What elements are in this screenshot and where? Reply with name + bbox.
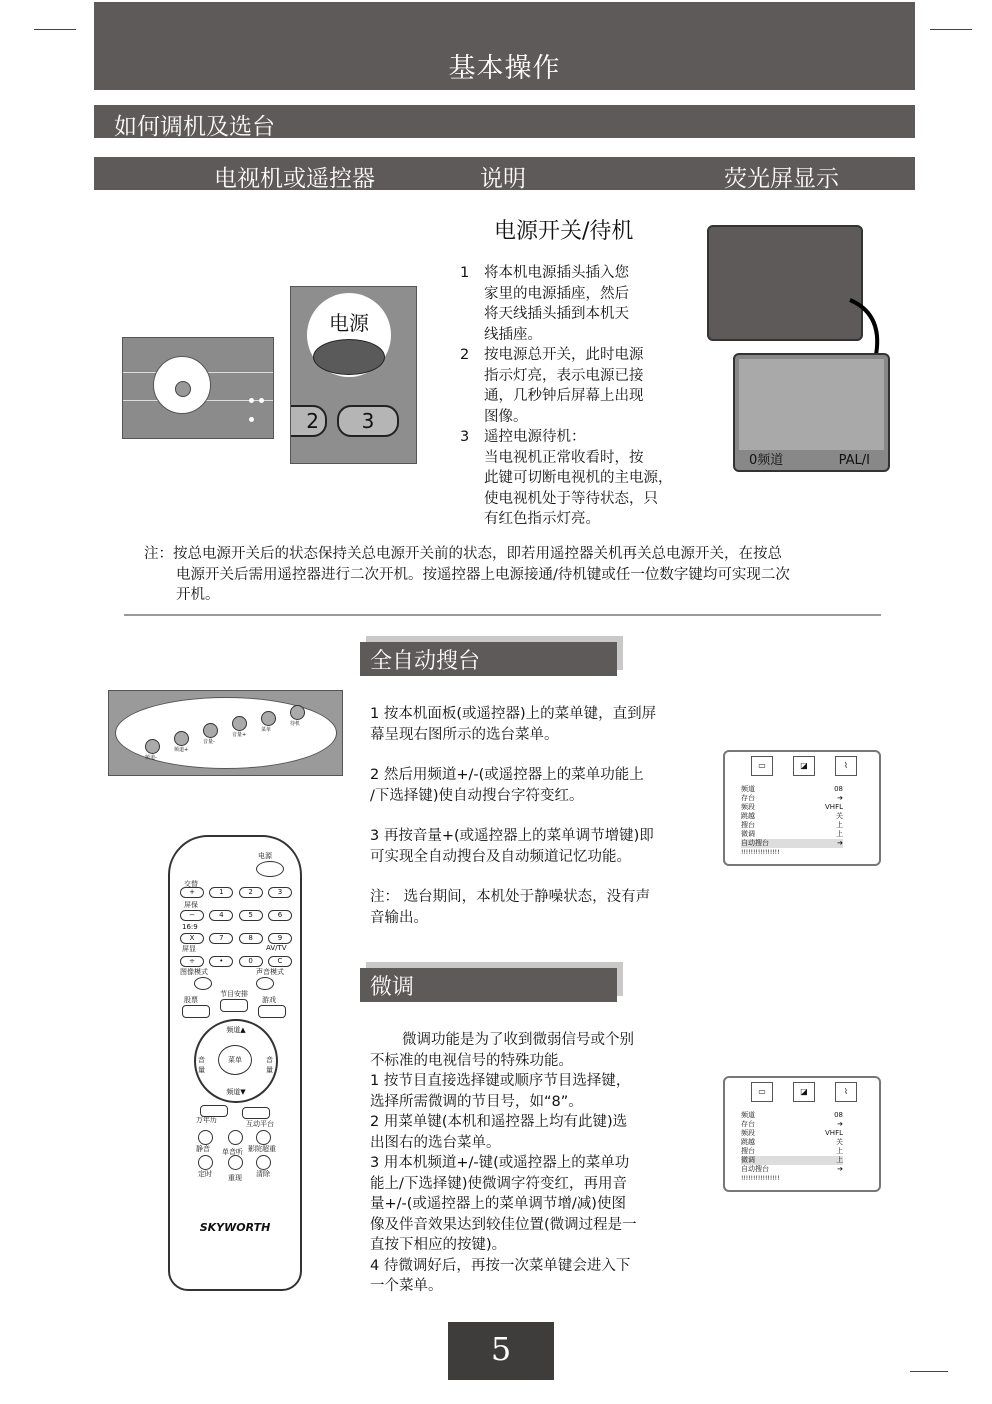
remote-power-button bbox=[256, 861, 284, 877]
power-step: 2 按电源总开关，此时电源 指示灯亮，表示电源已接 通，几秒钟后屏幕上出现 图像。 bbox=[460, 347, 644, 425]
remote-label: 图像模式 bbox=[180, 968, 208, 976]
remote-key: 5 bbox=[239, 910, 263, 921]
remote-key: • bbox=[209, 956, 233, 967]
remote-label: 重现 bbox=[228, 1174, 242, 1182]
crop-mark bbox=[910, 1371, 948, 1372]
remote-key bbox=[194, 977, 212, 990]
key-2: 2 bbox=[290, 405, 327, 437]
remote-key: C bbox=[268, 956, 292, 967]
osd-row: 频段 VHFL bbox=[741, 803, 843, 811]
divider bbox=[124, 614, 881, 616]
remote-label: 音量 bbox=[198, 1056, 205, 1074]
remote-label: 节目安排 bbox=[220, 990, 248, 998]
osd-row: 跳越 关 bbox=[741, 1138, 843, 1146]
autoscan-text: 1 按本机面板(或遥控器)上的菜单键，直到屏 幕呈现右图所示的选台菜单。 2 然后用频道+/-(或遥控器上的菜单功能上 /下选择键)使自动搜台字符变红。 3 再按音量+(或遥控器上的菜单调节增键)即 可实现全自动搜台及自动频道记忆功能。 注： 选台期间，本机处于静噪状态，没有声 音输出。 bbox=[370, 706, 657, 926]
remote-label: 静音 bbox=[196, 1145, 210, 1153]
remote-label: 万年历 bbox=[196, 1116, 217, 1124]
section-bar bbox=[94, 105, 915, 138]
osd-progress-bar: !!!!!!!!!!!!!!!! bbox=[741, 849, 780, 856]
osd-row: 存台 ➔ bbox=[741, 1120, 843, 1128]
panel-label: 音量- bbox=[203, 739, 215, 745]
remote-label: 屏显 bbox=[182, 945, 196, 953]
remote-key bbox=[198, 1155, 213, 1170]
panel-button bbox=[261, 711, 276, 726]
picture-icon: ◪ bbox=[793, 756, 815, 776]
crop-mark bbox=[930, 29, 972, 30]
panel-label: 待机 bbox=[290, 721, 301, 727]
remote-key bbox=[256, 1130, 271, 1145]
osd-row: 跳越 关 bbox=[741, 812, 843, 820]
remote-key bbox=[198, 1130, 213, 1145]
section-title: 如何调机及选台 bbox=[114, 114, 275, 140]
osd-row: 存台 ➔ bbox=[741, 794, 843, 802]
page-number-box bbox=[448, 1322, 554, 1380]
osd-row: 自动搜台 ➔ bbox=[741, 1165, 843, 1173]
remote-key: X bbox=[180, 933, 204, 944]
front-panel-illustration bbox=[108, 690, 343, 776]
crop-mark bbox=[34, 29, 76, 30]
remote-nav-pad bbox=[194, 1019, 278, 1103]
remote-label: 频道▲ bbox=[226, 1026, 246, 1034]
column-header-device: 电视机或遥控器 bbox=[214, 166, 375, 192]
remote-key bbox=[182, 1005, 210, 1018]
remote-key: 2 bbox=[239, 887, 263, 898]
power-step: 3 遥控电源待机： 当电视机正常收看时，按 此键可切断电视机的主电源， 使电视机处于等待状态，只 有红色指示灯亮。 bbox=[460, 429, 673, 527]
column-header-screen: 荧光屏显示 bbox=[724, 166, 839, 192]
panel-label: 音量+ bbox=[232, 732, 247, 738]
remote-label: 互动平台 bbox=[246, 1120, 274, 1128]
remote-label: 定时 bbox=[198, 1170, 212, 1178]
power-steps bbox=[460, 263, 700, 530]
antenna-icon: ⌇ bbox=[835, 756, 857, 776]
osd-row: 搜台 上 bbox=[741, 821, 843, 829]
remote-label: 游戏 bbox=[262, 996, 276, 1004]
panel-button bbox=[145, 739, 160, 754]
autoscan-menu-screen bbox=[723, 750, 881, 866]
panel-button bbox=[290, 705, 305, 720]
indicator-lights bbox=[249, 388, 269, 394]
remote-key bbox=[258, 1005, 286, 1018]
osd-row: 频段 VHFL bbox=[741, 1129, 843, 1137]
remote-key: 7 bbox=[209, 933, 233, 944]
panel-button bbox=[203, 723, 218, 738]
autoscan-title: 全自动搜台 bbox=[370, 649, 481, 674]
tv-panel-illustration bbox=[122, 337, 274, 439]
finetune-menu-screen bbox=[723, 1076, 881, 1192]
remote-key: − bbox=[180, 910, 204, 921]
finetune-text: 微调功能是为了收到微弱信号或个别 不标准的电视信号的特殊功能。 1 按节目直接选择键或顺序节目选择键， 选择所需微调的节目号，如“8”。 2 用菜单键(本机和遥控器上均有此键)选 出图右的选台菜单。 3 用本机频道+/-键(或遥控器上的菜单功 能上/下选择键)使微调字符变红，再用音 量+/-(或遥控器上的菜单调节增/减)使图 像及伴音效果达到较佳位置(微调过程是一 直按下相应的按键)。 4 待微调好后，再按一次菜单键会进入下 一个菜单。 bbox=[370, 1032, 637, 1294]
remote-closeup bbox=[290, 286, 417, 464]
power-switch-button bbox=[175, 381, 191, 397]
power-key bbox=[313, 339, 385, 375]
power-switch-highlight bbox=[153, 356, 211, 414]
panel-label: 频道+ bbox=[174, 747, 189, 753]
remote-label: 音量 bbox=[266, 1056, 273, 1074]
remote-label: 交替 bbox=[184, 880, 198, 888]
osd-system: PAL/I bbox=[838, 453, 870, 468]
remote-key bbox=[256, 1155, 271, 1170]
remote-key bbox=[242, 1107, 270, 1119]
remote-key bbox=[228, 1155, 243, 1170]
remote-key bbox=[200, 1105, 228, 1117]
osd-row: 频道 08 bbox=[741, 1111, 843, 1119]
remote-label: 屏保 bbox=[184, 901, 198, 909]
header-banner bbox=[94, 2, 915, 90]
remote-key: 0 bbox=[239, 956, 263, 967]
brand-logo: SKYWORTH bbox=[199, 1221, 271, 1234]
remote-label: 单音听 bbox=[222, 1148, 243, 1156]
finetune-title: 微调 bbox=[370, 975, 415, 1000]
remote-label: 清除 bbox=[256, 1170, 270, 1178]
remote-label: 频道▼ bbox=[226, 1088, 246, 1096]
page-number: 5 bbox=[490, 1330, 512, 1368]
remote-key bbox=[220, 999, 248, 1012]
autoscan-tab bbox=[360, 642, 617, 676]
osd-progress-bar: !!!!!!!!!!!!!!!! bbox=[741, 1175, 780, 1182]
remote-key bbox=[228, 1130, 243, 1145]
remote-menu-button: 菜单 bbox=[218, 1045, 252, 1075]
remote-key: ÷ bbox=[180, 956, 204, 967]
remote-power-label: 电源 bbox=[258, 852, 272, 860]
remote-label: AV/TV bbox=[266, 944, 287, 952]
panel-label: 菜单 bbox=[261, 727, 272, 733]
remote-key: 6 bbox=[268, 910, 292, 921]
remote-label: 股票 bbox=[184, 996, 198, 1004]
screen-on bbox=[733, 353, 890, 472]
osd-row-highlighted: 微调 上 bbox=[741, 1156, 843, 1164]
page-title: 基本操作 bbox=[448, 53, 561, 84]
osd-row: 搜台 上 bbox=[741, 1147, 843, 1155]
remote-key: 1 bbox=[209, 887, 233, 898]
power-step: 1 将本机电源插头插入您 家里的电源插座，然后 将天线插头插到本机天 线插座。 bbox=[460, 265, 629, 343]
osd-row: 频道 08 bbox=[741, 785, 843, 793]
remote-label: 16:9 bbox=[182, 923, 198, 931]
osd-row-highlighted: 自动搜台 ➔ bbox=[741, 839, 843, 847]
power-key-highlight bbox=[307, 293, 391, 377]
panel-label: 频道- bbox=[145, 755, 157, 761]
key-3: 3 bbox=[337, 405, 399, 437]
remote-key bbox=[256, 977, 274, 990]
remote-key: + bbox=[180, 887, 204, 898]
power-title: 电源开关/待机 bbox=[494, 219, 634, 244]
panel-button bbox=[232, 716, 247, 731]
panel-button bbox=[174, 731, 189, 746]
antenna-icon: ⌇ bbox=[835, 1082, 857, 1102]
remote-key: 3 bbox=[268, 887, 292, 898]
osd-channel: 0频道 bbox=[749, 453, 784, 468]
osd-row: 微调 上 bbox=[741, 830, 843, 838]
finetune-tab bbox=[360, 968, 617, 1002]
remote-label: 声音模式 bbox=[256, 968, 284, 976]
remote-key: 4 bbox=[209, 910, 233, 921]
power-key-label: 电源 bbox=[329, 311, 369, 335]
remote-key: 8 bbox=[239, 933, 263, 944]
column-header-description: 说明 bbox=[480, 166, 526, 192]
remote-control bbox=[168, 835, 302, 1291]
power-note: 注：按总电源开关后的状态保持关总电源开关前的状态，即若用遥控器关机再关总电源开关，在按总 电源开关后需用遥控器进行二次开机。按遥控器上电源接通/待机键或任一位数字键均可实现二次 开机。 bbox=[144, 546, 790, 603]
column-header-bar bbox=[94, 157, 915, 190]
remote-label: 影院超重 bbox=[248, 1145, 276, 1153]
tv-icon: ▭ bbox=[751, 1082, 773, 1102]
remote-key: 9 bbox=[268, 933, 292, 944]
tv-icon: ▭ bbox=[751, 756, 773, 776]
picture-icon: ◪ bbox=[793, 1082, 815, 1102]
